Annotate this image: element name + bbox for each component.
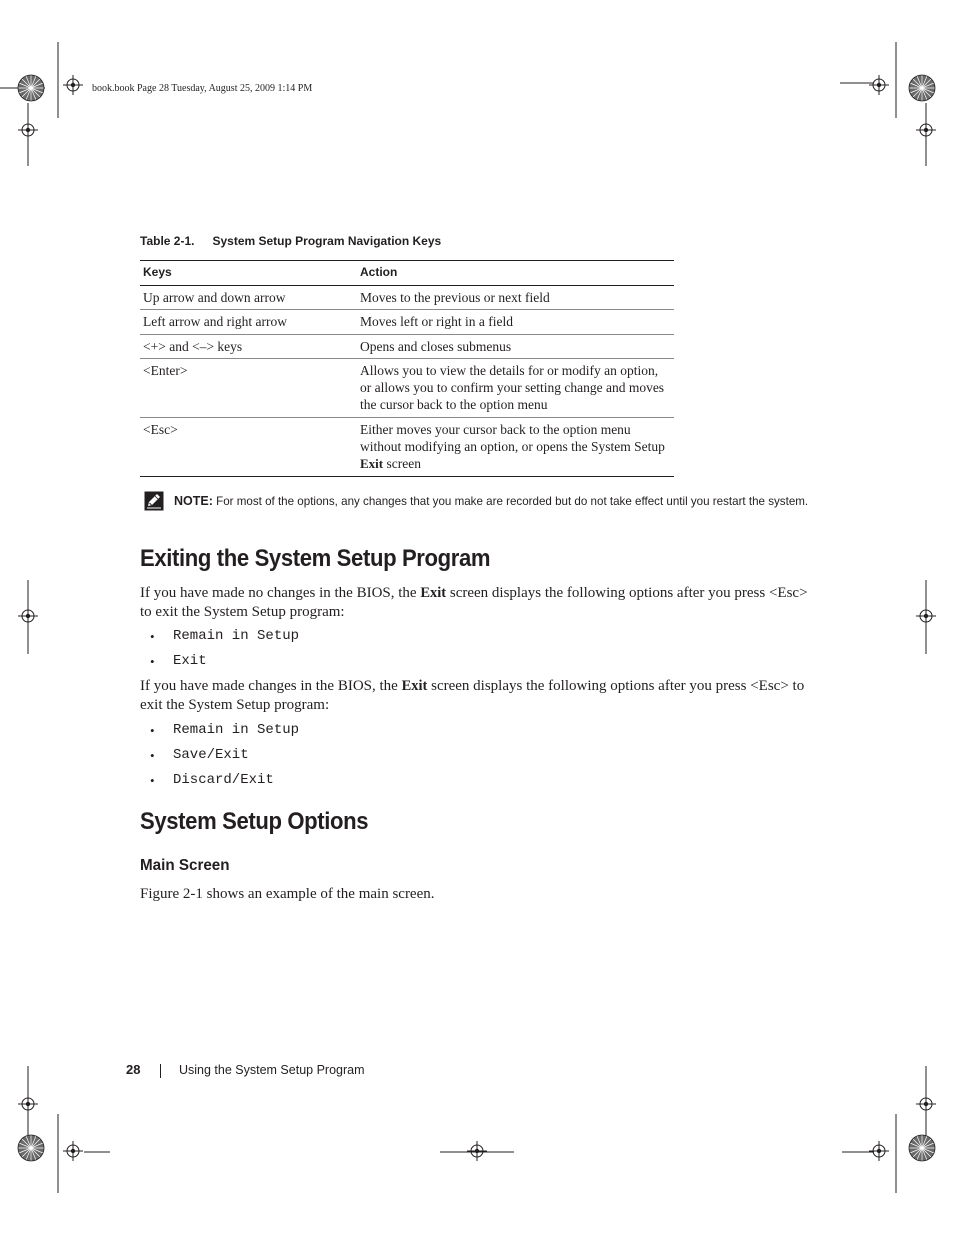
action-text: Either moves your cursor back to the option menu without modifying an option, or opens the System Setup [360, 421, 665, 455]
list-item [140, 743, 299, 768]
table-cell-key: Left arrow and right arrow [140, 310, 357, 334]
option-text: Remain in Setup [173, 628, 300, 644]
paragraph-text: screen displays the following options after you press <Esc> to exit the System Setup program: [140, 678, 805, 713]
exit-keyword: Exit [360, 456, 384, 472]
table-cell-action [357, 417, 674, 476]
table-cell-key: <Esc> [140, 417, 357, 476]
subsection-heading-main-screen: Main Screen [140, 857, 230, 874]
table-cell-action: Opens and closes submenus [357, 334, 674, 358]
note-label: NOTE: [174, 494, 213, 508]
table-caption-title: System Setup Program Navigation Keys [212, 234, 442, 248]
footer-divider [160, 1064, 161, 1078]
table-row [140, 286, 674, 310]
table-cell-key: <Enter> [140, 358, 357, 417]
option-text: Exit [173, 653, 207, 669]
footer-chapter-title: Using the System Setup Program [179, 1063, 365, 1077]
table-cell-key: Up arrow and down arrow [140, 286, 357, 310]
paragraph-text: If you have made no changes in the BIOS, the [140, 585, 421, 601]
table-cell-action: Moves to the previous or next field [357, 286, 674, 310]
table-row [140, 334, 674, 358]
bullet: • [150, 773, 155, 788]
paragraph-with-changes [140, 677, 820, 714]
navigation-keys-table [140, 260, 674, 477]
section-heading-exiting: Exiting the System Setup Program [140, 545, 491, 572]
table-header-row [140, 261, 674, 286]
note-icon [144, 491, 164, 516]
list-item [140, 624, 299, 649]
table-cell-action: Allows you to view the details for or modify an option, or allows you to confirm your setting change and moves the cursor back to the option menu [357, 358, 674, 417]
exit-keyword: Exit [420, 585, 447, 601]
bullet: • [150, 723, 155, 738]
table-caption [140, 234, 441, 248]
table-row [140, 417, 674, 476]
note-text [174, 493, 819, 510]
bullet: • [150, 748, 155, 763]
table-cell-key: <+> and <–> keys [140, 334, 357, 358]
options-list-with-changes [140, 718, 299, 793]
option-text: Discard/Exit [173, 772, 274, 788]
note-body: For most of the options, any changes that you make are recorded but do not take effect until you restart the system. [212, 495, 809, 508]
options-list-no-changes [140, 624, 299, 674]
exit-keyword: Exit [401, 678, 428, 694]
paragraph-text: If you have made changes in the BIOS, the [140, 678, 402, 694]
option-text: Save/Exit [173, 747, 249, 763]
table-caption-number: Table 2-1. [140, 234, 195, 248]
bullet: • [150, 654, 155, 669]
list-item [140, 649, 299, 674]
section-heading-options: System Setup Options [140, 808, 369, 835]
paragraph-text: screen displays the following options after you press <Esc> to exit the System Setup program: [140, 585, 808, 620]
table-header-keys: Keys [140, 261, 357, 286]
paragraph-main-screen: Figure 2-1 shows an example of the main screen. [140, 886, 435, 902]
table-header-action: Action [357, 261, 674, 286]
list-item [140, 718, 299, 743]
option-text: Remain in Setup [173, 722, 300, 738]
action-text: screen [383, 456, 421, 472]
table-cell-action: Moves left or right in a field [357, 310, 674, 334]
page-number: 28 [126, 1062, 141, 1077]
table-row [140, 358, 674, 417]
print-slug: book.book Page 28 Tuesday, August 25, 2009 1:14 PM [92, 83, 313, 94]
table-row [140, 310, 674, 334]
list-item [140, 768, 299, 793]
paragraph-no-changes [140, 584, 820, 621]
bullet: • [150, 629, 155, 644]
